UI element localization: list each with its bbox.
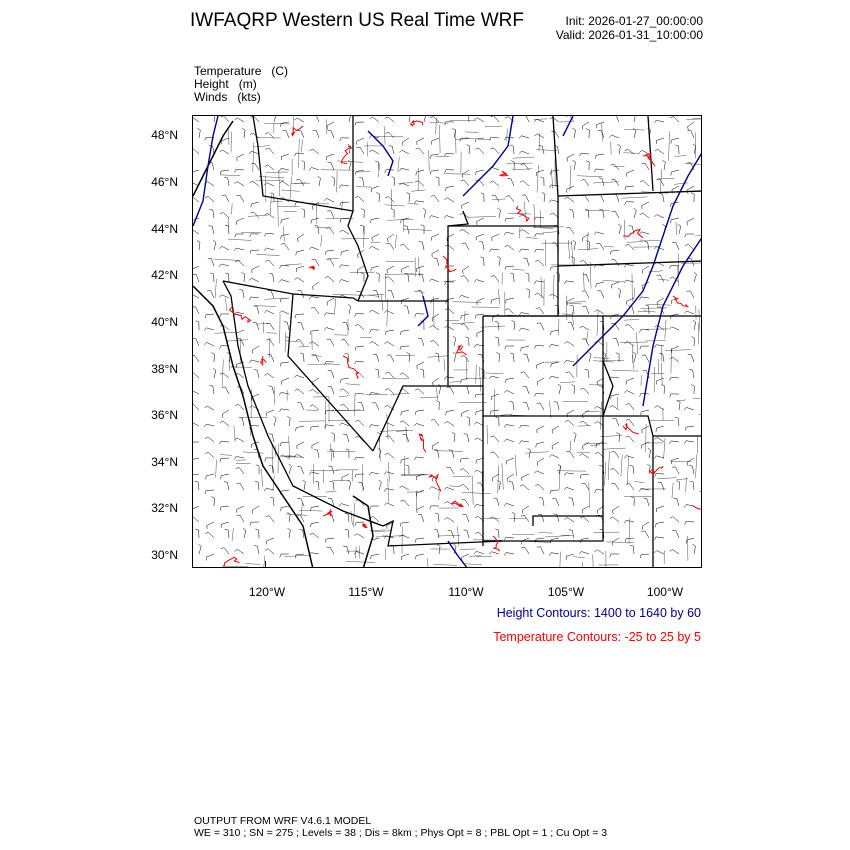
- variable-name: Height: [194, 77, 229, 91]
- model-params: WE = 310 ; SN = 275 ; Levels = 38 ; Dis = 8km ; Phys Opt = 8 ; PBL Opt = 1 ; Cu Opt = 3: [194, 827, 608, 839]
- lat-label: 36°N: [151, 408, 178, 422]
- height-contours-note: Height Contours: 1400 to 1640 by 60: [496, 606, 701, 620]
- lat-label: 44°N: [151, 222, 178, 236]
- valid-time: Valid: 2026-01-31_10:00:00: [555, 28, 703, 42]
- lat-label: 48°N: [151, 128, 178, 142]
- lat-label: 46°N: [151, 175, 178, 189]
- map-panel: [192, 115, 702, 568]
- temperature-contours-note: Temperature Contours: -25 to 25 by 5: [493, 630, 701, 644]
- lon-label: 110°W: [448, 585, 484, 599]
- lat-label: 42°N: [151, 268, 178, 282]
- county-borders: [214, 116, 702, 568]
- model-info: OUTPUT FROM WRF V4.6.1 MODEL: [194, 815, 372, 827]
- lon-label: 100°W: [646, 585, 684, 599]
- lon-label: 115°W: [348, 585, 384, 599]
- variable-unit: (C): [271, 64, 289, 78]
- variable-unit: (kts): [237, 90, 261, 104]
- lon-label: 120°W: [248, 585, 286, 599]
- weather-map: [193, 116, 702, 568]
- variable-name: Temperature: [194, 64, 262, 78]
- lat-label: 40°N: [151, 315, 178, 329]
- lat-label: 34°N: [151, 455, 178, 469]
- page-title: IWFAQRP Western US Real Time WRF: [190, 10, 524, 31]
- wind-barbs: [193, 116, 696, 561]
- lat-label: 32°N: [151, 501, 178, 515]
- lon-label: 105°W: [547, 585, 585, 599]
- lat-label: 38°N: [151, 362, 178, 376]
- variable-winds: [194, 91, 261, 104]
- state-borders: [223, 116, 702, 568]
- variable-unit: (m): [238, 77, 257, 91]
- lat-label: 30°N: [151, 548, 178, 562]
- variable-name: Winds: [194, 90, 228, 104]
- coastline: [193, 121, 373, 568]
- init-time: Init: 2026-01-27_00:00:00: [565, 14, 703, 28]
